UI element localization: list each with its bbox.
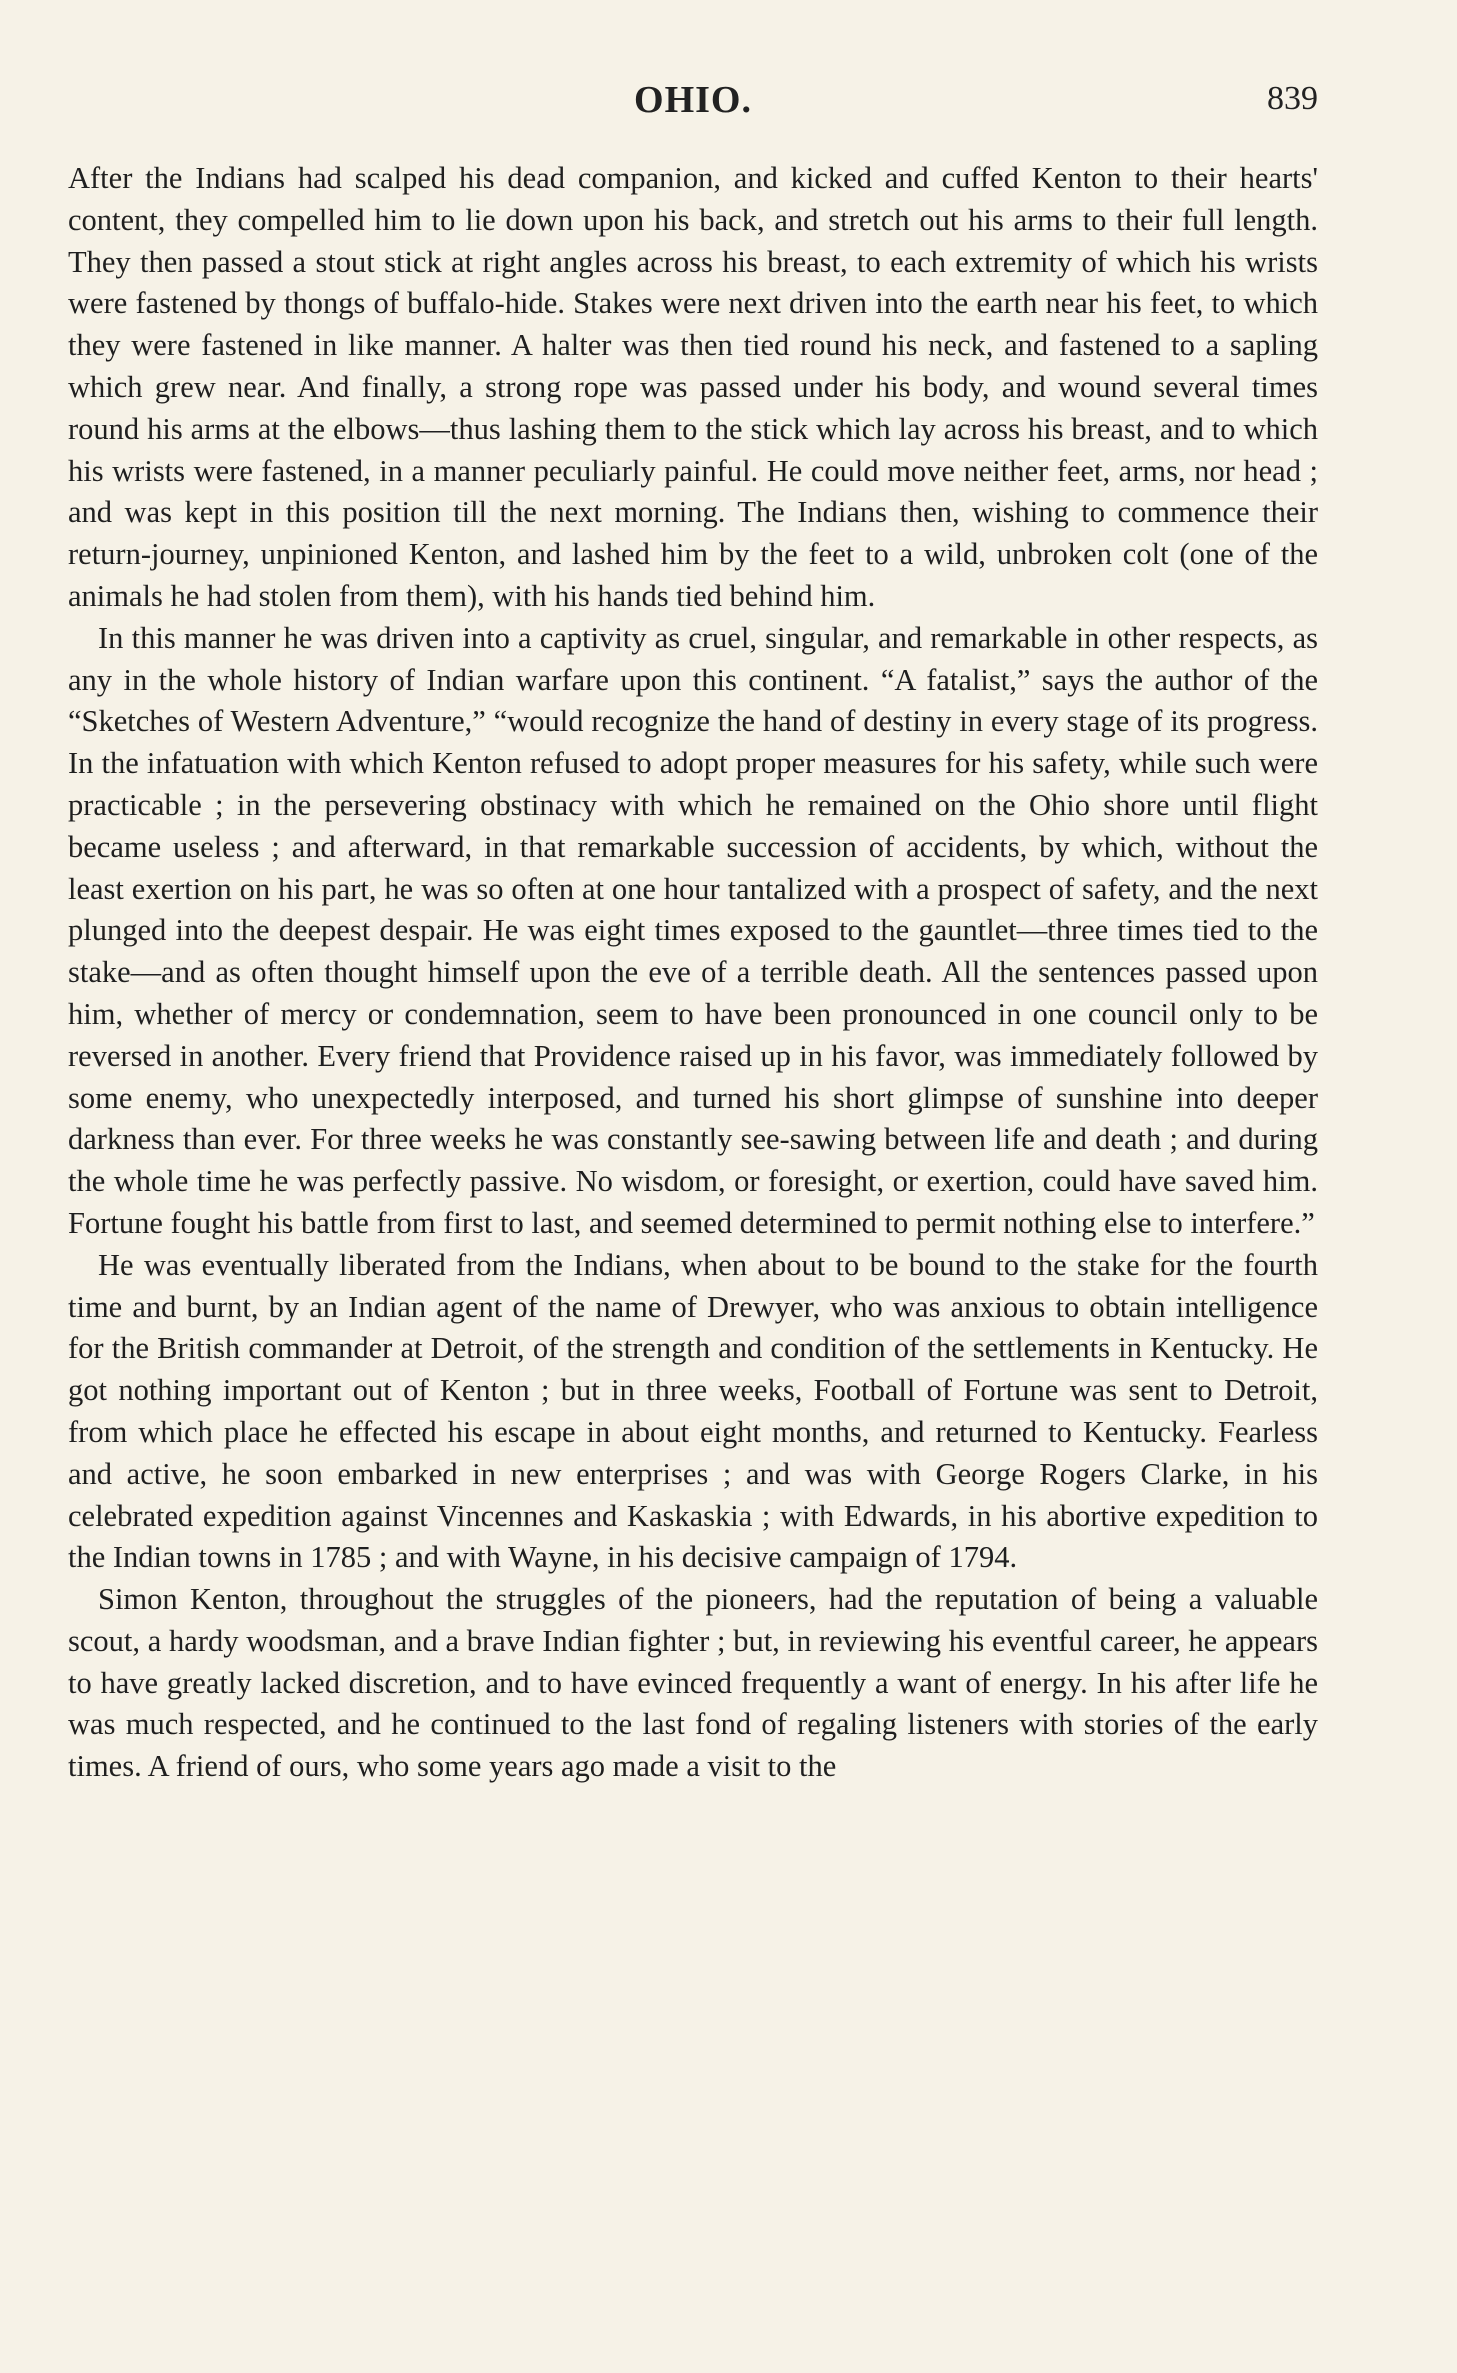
running-head: [68, 78, 1318, 122]
page-title: OHIO.: [634, 79, 752, 121]
body-text: [68, 158, 1318, 1788]
page-number: 839: [1267, 80, 1318, 117]
paragraph-2: In this manner he was driven into a captivity as cruel, singular, and remarkable in other respects, as any in the whole history of Indian warfare upon this continent. “A fatalist,” says the author of the “Sketches of Western Adventure,” “would recognize the hand of destiny in every stage of its progress. In the infatuation with which Kenton refused to adopt proper measures for his safety, while such were practicable ; in the persevering obstinacy with which he remained on the Ohio shore until flight became useless ; and afterward, in that remarkable succession of accidents, by which, without the least exertion on his part, he was so often at one hour tantalized with a prospect of safety, and the next plunged into the deepest despair. He was eight times exposed to the gauntlet—three times tied to the stake—and as often thought himself upon the eve of a terrible death. All the sentences passed upon him, whether of mercy or condemnation, seem to have been pronounced in one council only to be reversed in another. Every friend that Providence raised up in his favor, was immediately followed by some enemy, who unexpectedly interposed, and turned his short glimpse of sunshine into deeper darkness than ever. For three weeks he was constantly see-sawing between life and death ; and during the whole time he was perfectly passive. No wisdom, or foresight, or exertion, could have saved him. Fortune fought his battle from first to last, and seemed determined to permit nothing else to interfere.”: [68, 620, 1318, 1240]
paragraph-3: He was eventually liberated from the Indians, when about to be bound to the stake for the fourth time and burnt, by an Indian agent of the name of Drewyer, who was anxious to obtain intelligence for the British commander at Detroit, of the strength and condition of the settlements in Kentucky. He got nothing important out of Kenton ; but in three weeks, Football of Fortune was sent to Detroit, from which place he effected his escape in about eight months, and returned to Kentucky. Fearless and active, he soon embarked in new enterprises ; and was with George Rogers Clarke, in his celebrated expedition against Vincennes and Kaskaskia ; with Edwards, in his abortive expedition to the Indian towns in 1785 ; and with Wayne, in his decisive campaign of 1794.: [68, 1247, 1318, 1575]
paragraph-1: After the Indians had scalped his dead companion, and kicked and cuffed Kenton to their hearts' content, they compelled him to lie down upon his back, and stretch out his arms to their full length. They then passed a stout stick at right angles across his breast, to each extremity of which his wrists were fastened by thongs of buffalo-hide. Stakes were next driven into the earth near his feet, to which they were fastened in like manner. A halter was then tied round his neck, and fastened to a sapling which grew near. And finally, a strong rope was passed under his body, and wound several times round his arms at the elbows—thus lashing them to the stick which lay across his breast, and to which his wrists were fastened, in a manner peculiarly painful. He could move neither feet, arms, nor head ; and was kept in this position till the next morning. The Indians then, wishing to commence their return-journey, unpinioned Kenton, and lashed him by the feet to a wild, unbroken colt (one of the animals he had stolen from them), with his hands tied behind him.: [68, 161, 1318, 613]
paragraph-4: Simon Kenton, throughout the struggles of the pioneers, had the reputation of being a valuable scout, a hardy woodsman, and a brave Indian fighter ; but, in reviewing his eventful career, he appears to have greatly lacked discretion, and to have evinced frequently a want of energy. In his after life he was much respected, and he continued to the last fond of regaling listeners with stories of the early times. A friend of ours, who some years ago made a visit to the: [68, 1582, 1318, 1784]
